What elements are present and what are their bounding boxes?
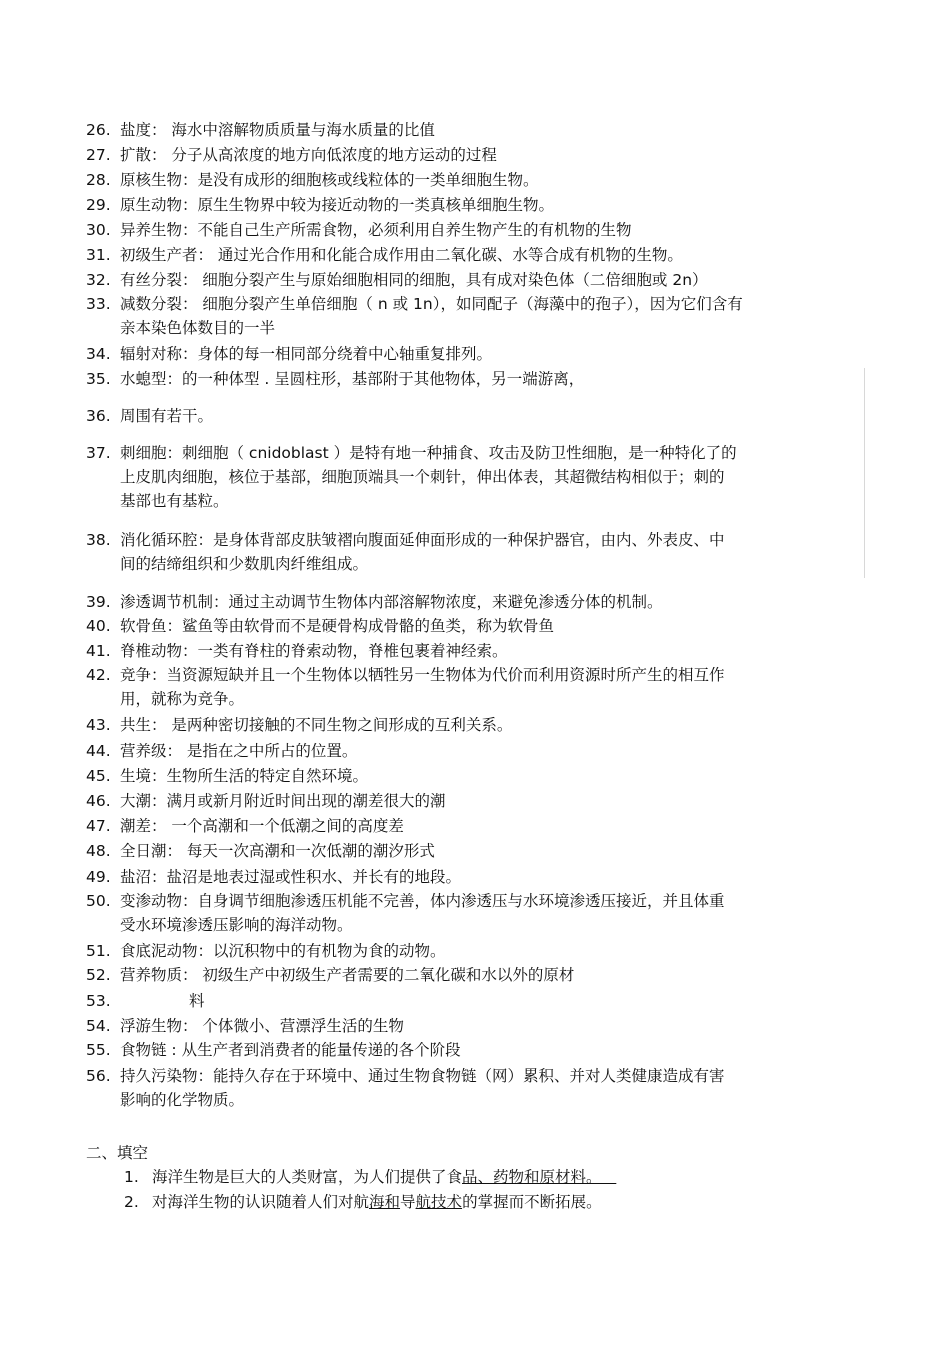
item-text: 消化循环腔：是身体背部皮肤皱褶向腹面延伸面形成的一种保护器官，由内、外表皮、中: [120, 531, 725, 549]
item-text: 刺细胞：刺细胞（ cnidoblast ）是特有地一种捕食、攻击及防卫性细胞，是一种特化了的: [120, 444, 737, 462]
list-item: [86, 963, 866, 987]
item-number: 48.: [86, 842, 111, 860]
item-text: 软骨鱼：鲨鱼等由软骨而不是硬骨构成骨骼的鱼类，称为软骨鱼: [120, 617, 555, 635]
item-continuation: 间的结缔组织和少数肌肉纤维组成。: [120, 555, 369, 573]
item-number: 45.: [86, 767, 111, 785]
list-item: [86, 1064, 866, 1112]
item-number: 41.: [86, 642, 111, 660]
item-number: 27.: [86, 146, 111, 164]
item-text: 食物链 : 从生产者到消费者的能量传递的各个阶段: [120, 1041, 461, 1059]
item-number: 30.: [86, 221, 111, 239]
item-number: 26.: [86, 121, 111, 139]
list-item: [86, 614, 866, 638]
item-number: 51.: [86, 942, 111, 960]
section-heading: 二、填空: [86, 1144, 149, 1162]
fill-text: 的掌握而不断拓展。: [462, 1193, 602, 1211]
item-number: 32.: [86, 271, 111, 289]
item-text: 异养生物：不能自己生产所需食物，必须利用自养生物产生的有机物的生物: [120, 221, 632, 239]
item-text: 变渗动物：自身调节细胞渗透压机能不完善，体内渗透压与水环境渗透压接近，并且体重: [120, 892, 725, 910]
item-text: 料: [120, 992, 205, 1010]
item-text: 生境：生物所生活的特定自然环境。: [120, 767, 369, 785]
item-number: 39.: [86, 593, 111, 611]
fill-number: 2.: [124, 1193, 139, 1211]
item-number: 56.: [86, 1067, 111, 1085]
item-number: 33.: [86, 295, 111, 313]
list-item: [86, 939, 866, 963]
fill-item: [124, 1165, 616, 1189]
item-continuation: 用，就称为竞争。: [120, 690, 245, 708]
item-number: 49.: [86, 868, 111, 886]
item-number: 42.: [86, 666, 111, 684]
item-text: 扩散： 分子从高浓度的地方向低浓度的地方运动的过程: [120, 146, 497, 164]
list-item: [86, 789, 866, 813]
list-item: [86, 713, 866, 737]
fill-answer: 海和: [369, 1193, 401, 1211]
list-item: [86, 193, 866, 217]
item-number: 37.: [86, 444, 111, 462]
item-text: 浮游生物： 个体微小、营漂浮生活的生物: [120, 1017, 404, 1035]
item-number: 40.: [86, 617, 111, 635]
item-text: 潮差： 一个高潮和一个低潮之间的高度差: [120, 817, 404, 835]
fill-text: 对海洋生物的认识随着人们对航: [152, 1193, 370, 1211]
item-continuation: 基部也有基粒。: [120, 492, 229, 510]
item-text: 初级生产者： 通过光合作用和化能合成作用由二氧化碳、水等合成有机物的生物。: [120, 246, 683, 264]
item-text: 减数分裂： 细胞分裂产生单倍细胞（ n 或 1n），如同配子（海藻中的孢子），因为它们含有: [120, 295, 743, 313]
item-text: 共生： 是两种密切接触的不同生物之间形成的互利关系。: [120, 716, 513, 734]
item-text: 食底泥动物：以沉积物中的有机物为食的动物。: [120, 942, 446, 960]
item-text: 营养物质： 初级生产中初级生产者需要的二氧化碳和水以外的原材: [120, 966, 575, 984]
item-continuation: 受水环境渗透压影响的海洋动物。: [120, 916, 353, 934]
item-number: 29.: [86, 196, 111, 214]
list-item: [86, 528, 866, 576]
item-number: 53.: [86, 992, 111, 1010]
item-text: 盐度： 海水中溶解物质质量与海水质量的比值: [120, 121, 435, 139]
list-item: [86, 292, 866, 340]
item-number: 54.: [86, 1017, 111, 1035]
list-item: [86, 268, 866, 292]
item-number: 28.: [86, 171, 111, 189]
fill-answer: 品、药物和原材料。: [462, 1168, 617, 1186]
list-item: [86, 218, 866, 242]
item-number: 35.: [86, 370, 111, 388]
item-number: 44.: [86, 742, 111, 760]
list-item: [86, 663, 866, 711]
list-item: [86, 342, 866, 366]
fill-answer: 航技术: [415, 1193, 463, 1211]
item-text: 原核生物：是没有成形的细胞核或线粒体的一类单细胞生物。: [120, 171, 539, 189]
list-item: [86, 1014, 866, 1038]
item-continuation: 影响的化学物质。: [120, 1091, 245, 1109]
list-item: [86, 404, 866, 428]
item-number: 52.: [86, 966, 111, 984]
item-text: 渗透调节机制：通过主动调节生物体内部溶解物浓度，来避免渗透分体的机制。: [120, 593, 663, 611]
fill-text: 导: [400, 1193, 416, 1211]
list-item: [86, 243, 866, 267]
list-item: [86, 639, 866, 663]
list-item: [86, 814, 866, 838]
fill-item: [124, 1190, 602, 1214]
list-item: [86, 839, 866, 863]
item-number: 31.: [86, 246, 111, 264]
item-text: 营养级： 是指在之中所占的位置。: [120, 742, 358, 760]
list-item: [86, 865, 866, 889]
list-item: [86, 764, 866, 788]
list-item: [86, 590, 866, 614]
item-text: 大潮：满月或新月附近时间出现的潮差很大的潮: [120, 792, 446, 810]
list-item: [86, 367, 866, 391]
item-text: 持久污染物：能持久存在于环境中、通过生物食物链（网）累积、并对人类健康造成有害: [120, 1067, 725, 1085]
item-number: 38.: [86, 531, 111, 549]
item-number: 46.: [86, 792, 111, 810]
item-text: 脊椎动物：一类有脊柱的脊索动物，脊椎包裹着神经索。: [120, 642, 508, 660]
item-text: 竞争：当资源短缺并且一个生物体以牺牲另一生物体为代价而利用资源时所产生的相互作: [120, 666, 725, 684]
item-continuation: 上皮肌肉细胞，核位于基部，细胞顶端具一个刺针，伸出体表，其超微结构相似于；刺的: [120, 468, 725, 486]
item-text: 盐沼：盐沼是地表过湿或性积水、并长有的地段。: [120, 868, 462, 886]
item-number: 36.: [86, 407, 111, 425]
list-item: [86, 118, 866, 142]
item-text: 有丝分裂： 细胞分裂产生与原始细胞相同的细胞，具有成对染色体（二倍细胞或 2n）: [120, 271, 708, 289]
item-text: 水螅型：的一种体型 . 呈圆柱形，基部附于其他物体，另一端游离，: [120, 370, 585, 388]
item-number: 47.: [86, 817, 111, 835]
list-item: [86, 143, 866, 167]
list-item: [86, 1038, 866, 1062]
item-text: 周围有若干。: [120, 407, 214, 425]
list-item: [86, 739, 866, 763]
item-number: 50.: [86, 892, 111, 910]
fill-number: 1.: [124, 1168, 139, 1186]
item-text: 原生动物：原生生物界中较为接近动物的一类真核单细胞生物。: [120, 196, 555, 214]
fill-text: 海洋生物是巨大的人类财富，为人们提供了食: [152, 1168, 463, 1186]
item-text: 全日潮： 每天一次高潮和一次低潮的潮汐形式: [120, 842, 435, 860]
item-number: 43.: [86, 716, 111, 734]
item-continuation: 亲本染色体数目的一半: [120, 319, 276, 337]
item-text: 辐射对称：身体的每一相同部分绕着中心轴重复排列。: [120, 345, 493, 363]
list-item: [86, 889, 866, 937]
list-item: [86, 441, 866, 513]
item-number: 34.: [86, 345, 111, 363]
list-item: [86, 168, 866, 192]
item-number: 55.: [86, 1041, 111, 1059]
list-item: [86, 989, 866, 1013]
